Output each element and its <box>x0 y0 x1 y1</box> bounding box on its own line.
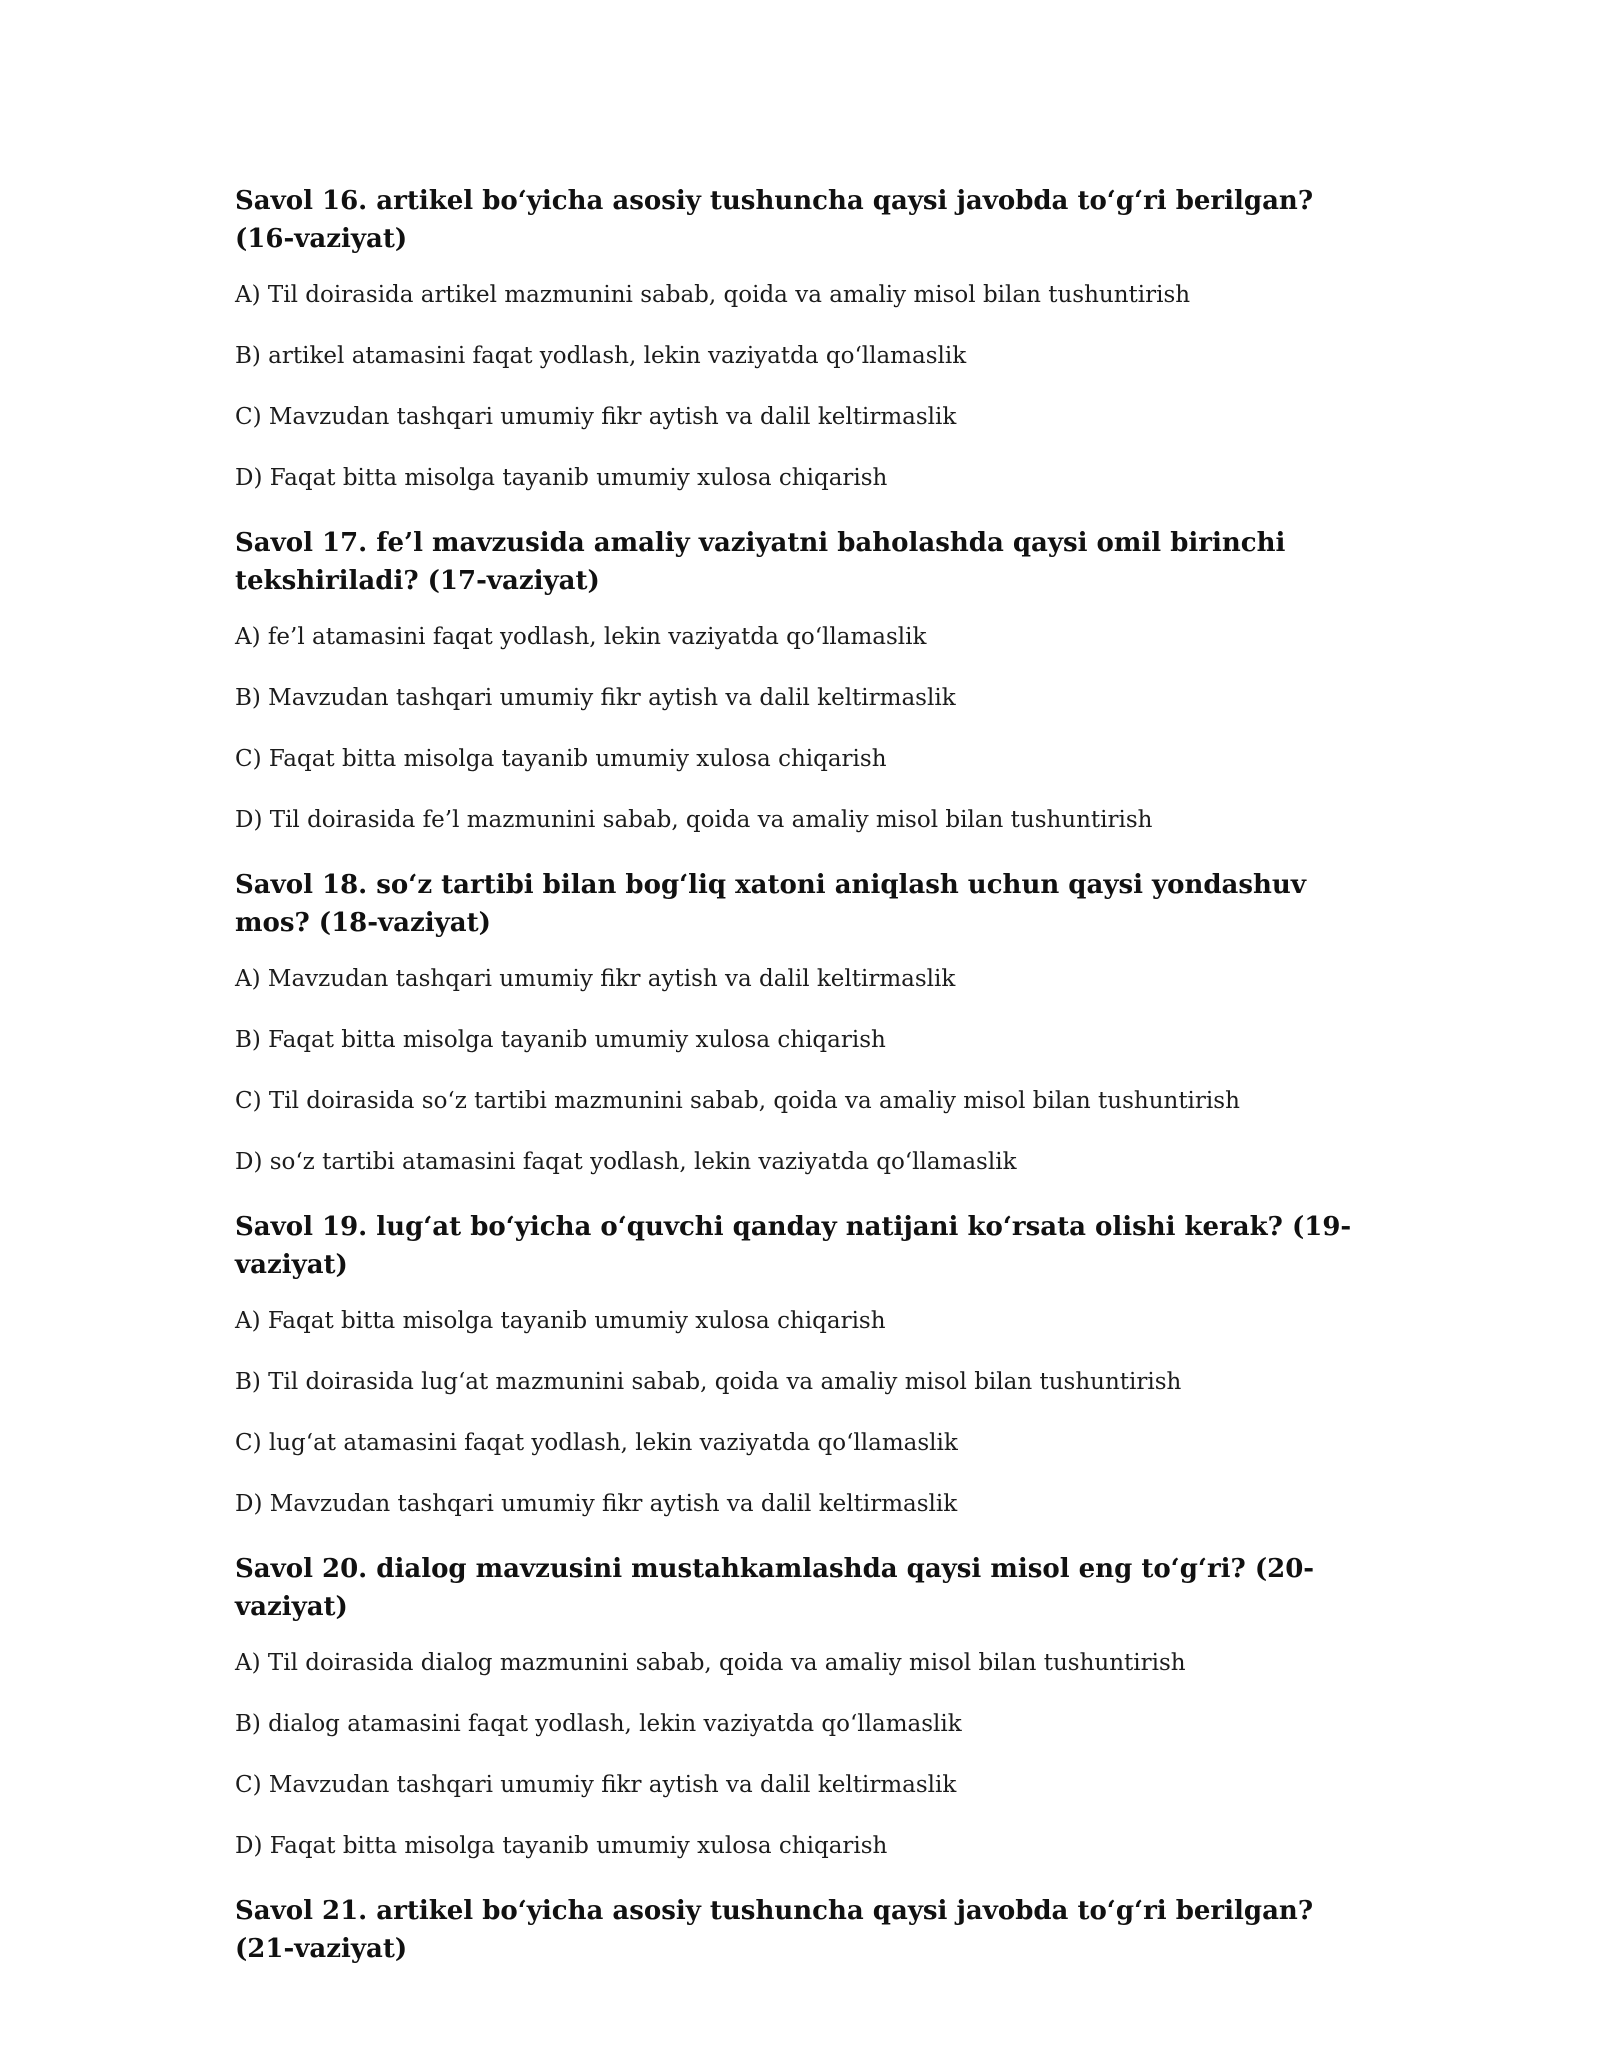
question-17 <box>235 524 1365 835</box>
answer-option-a: A) Faqat bitta misolga tayanib umumiy xulosa chiqarish <box>235 1308 886 1334</box>
answer-option-c: C) lug‘at atamasini faqat yodlash, lekin vaziyatda qo‘llamaslik <box>235 1430 958 1456</box>
question-title: Savol 17. fe’l mavzusida amaliy vaziyatni baholashda qaysi omil birinchi tekshiriladi? (17-vaziyat) <box>235 528 1286 596</box>
question-21 <box>235 1892 1365 1968</box>
question-title: Savol 20. dialog mavzusini mustahkamlashda qaysi misol eng to‘g‘ri? (20-vaziyat) <box>235 1554 1315 1622</box>
answer-option-c: C) Mavzudan tashqari umumiy fikr aytish va dalil keltirmaslik <box>235 1772 957 1798</box>
question-title: Savol 18. so‘z tartibi bilan bog‘liq xatoni aniqlash uchun qaysi yondashuv mos? (18-vaziyat) <box>235 870 1306 938</box>
answer-option-a: A) Mavzudan tashqari umumiy fikr aytish va dalil keltirmaslik <box>235 966 956 992</box>
answer-option-a: A) Til doirasida artikel mazmunini sabab, qoida va amaliy misol bilan tushuntirish <box>235 282 1191 308</box>
answer-option-d: D) Til doirasida fe’l mazmunini sabab, qoida va amaliy misol bilan tushuntirish <box>235 807 1153 833</box>
answer-option-d: D) so‘z tartibi atamasini faqat yodlash, lekin vaziyatda qo‘llamaslik <box>235 1149 1017 1175</box>
answer-option-a: A) fe’l atamasini faqat yodlash, lekin vaziyatda qo‘llamaslik <box>235 624 927 650</box>
document-page <box>235 182 1365 1990</box>
question-18 <box>235 866 1365 1177</box>
answer-option-d: D) Faqat bitta misolga tayanib umumiy xulosa chiqarish <box>235 465 888 491</box>
question-19 <box>235 1208 1365 1519</box>
answer-option-c: C) Faqat bitta misolga tayanib umumiy xulosa chiqarish <box>235 746 887 772</box>
answer-option-b: B) Mavzudan tashqari umumiy fikr aytish va dalil keltirmaslik <box>235 685 956 711</box>
answer-option-b: B) dialog atamasini faqat yodlash, lekin vaziyatda qo‘llamaslik <box>235 1711 962 1737</box>
question-20 <box>235 1550 1365 1861</box>
answer-option-b: B) Faqat bitta misolga tayanib umumiy xulosa chiqarish <box>235 1027 886 1053</box>
answer-option-c: C) Til doirasida so‘z tartibi mazmunini sabab, qoida va amaliy misol bilan tushuntirish <box>235 1088 1240 1114</box>
question-title: Savol 16. artikel bo‘yicha asosiy tushuncha qaysi javobda to‘g‘ri berilgan? (16-vaziyat) <box>235 186 1314 254</box>
question-16 <box>235 182 1365 493</box>
answer-option-b: B) artikel atamasini faqat yodlash, lekin vaziyatda qo‘llamaslik <box>235 343 967 369</box>
question-title: Savol 21. artikel bo‘yicha asosiy tushuncha qaysi javobda to‘g‘ri berilgan? (21-vaziyat) <box>235 1896 1314 1964</box>
question-title: Savol 19. lug‘at bo‘yicha o‘quvchi qanday natijani ko‘rsata olishi kerak? (19-vaziyat) <box>235 1212 1352 1280</box>
answer-option-b: B) Til doirasida lug‘at mazmunini sabab, qoida va amaliy misol bilan tushuntirish <box>235 1369 1182 1395</box>
answer-option-d: D) Mavzudan tashqari umumiy fikr aytish va dalil keltirmaslik <box>235 1491 958 1517</box>
answer-option-c: C) Mavzudan tashqari umumiy fikr aytish va dalil keltirmaslik <box>235 404 957 430</box>
answer-option-d: D) Faqat bitta misolga tayanib umumiy xulosa chiqarish <box>235 1833 888 1859</box>
answer-option-a: A) Til doirasida dialog mazmunini sabab, qoida va amaliy misol bilan tushuntirish <box>235 1650 1186 1676</box>
